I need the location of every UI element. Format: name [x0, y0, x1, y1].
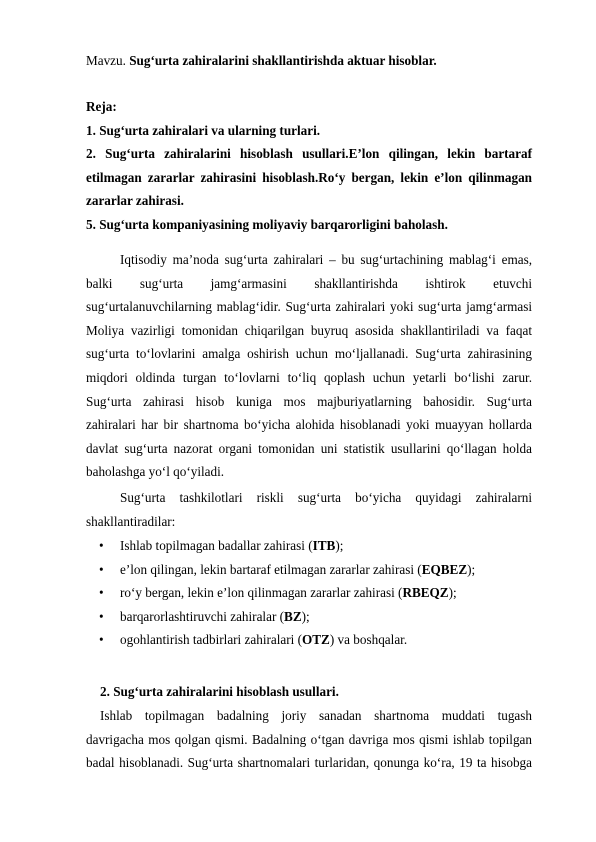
list-item-abbr: ITB [312, 538, 336, 553]
list-item-text: e’lon qilingan, lekin bartaraf etilmagan zararlar zahirasi ( [120, 561, 422, 577]
list-item-text: barqarorlashtiruvchi zahiralar ( [120, 608, 285, 624]
paragraph-line: Sug‘urta tashkilotlari riskli sug‘urta bo‘yicha quyidagi zahiralarni [120, 490, 532, 505]
paragraph-line: Ishlab topilmagan badalning joriy sanadan shartnoma muddati tugash [100, 708, 532, 723]
plan-item: 5. Sug‘urta kompaniyasining moliyaviy barqarorligini baholash. [86, 216, 448, 232]
plan-item: etilmagan zararlar zahirasini hisoblash.Ro‘y bergan, lekin e’lon qilinmagan [86, 169, 532, 185]
list-item-tail: ) va boshqalar. [329, 632, 408, 648]
bullet-icon: • [99, 608, 104, 624]
plan-item: 2. Sug‘urta zahiralarini hisoblash usullari.E’lon qilingan, lekin bartaraf [86, 146, 532, 162]
list-item-abbr: EQBEZ [421, 561, 468, 577]
list-item-text: ogohlantirish tadbirlari zahiralari ( [120, 632, 302, 648]
list-item [86, 605, 532, 629]
paragraph-line: sug‘urta to‘lovlarini amalga oshirish uchun mo‘ljallanadi. Sug‘urta zahirasining [86, 346, 532, 362]
bullet-icon: • [99, 561, 104, 577]
paragraph-line: balki sug‘urta jamg‘armasini shakllantirishda ishtirok etuvchi [86, 275, 532, 291]
section-heading: 2. Sug‘urta zahiralarini hisoblash usullari. [100, 684, 339, 699]
paragraph-line: miqdori oldinda turgan to‘lovlarni to‘liq qoplash uchun yetarli bo‘lishi zarur. [86, 369, 532, 385]
paragraph-line: Moliya vazirligi tomonidan chiqarilgan buyruq asosida shakllantiriladi va faqat [86, 322, 532, 338]
list-item-abbr: OTZ [302, 632, 330, 648]
paragraph-line: baholashga yo‘l qo‘yiladi. [86, 464, 225, 480]
list-item-tail: ); [301, 608, 310, 624]
paragraph-line: shakllantiradilar: [86, 513, 176, 529]
plan-item: zararlar zahirasi. [86, 193, 184, 209]
paragraph-line: sug‘urtalanuvchilarning mablag‘idir. Sug‘urta zahiralari yoki sug‘urta jamg‘armasi [86, 299, 532, 315]
paragraph-line: zahiralari har bir shartnoma bo‘yicha alohida hisoblanadi yoki muayyan hollarda [86, 417, 532, 433]
paragraph-usullar [86, 704, 532, 775]
topic-dot: . [122, 53, 126, 68]
list-item [86, 628, 532, 652]
bullet-icon: • [99, 585, 104, 601]
topic-text: Sug‘urta zahiralarini shakllantirishda aktuar hisoblar. [125, 53, 437, 68]
paragraph-line: badal hisoblanadi. Sug‘urta shartnomalari turlaridan, qonunga ko‘ra, 19 ta hisobga [86, 755, 532, 771]
list-item-abbr: RBEQZ [402, 585, 449, 601]
list-item-text: ro‘y bergan, lekin e’lon qilinmagan zararlar zahirasi ( [120, 585, 403, 601]
paragraph-line: Iqtisodiy ma’noda sug‘urta zahiralari – bu sug‘urtachining mablag‘i emas, [120, 252, 532, 267]
paragraph-line: davlat sug‘urta nazorat organi tomonidan uni statistik usullarini qo‘llagan holda [86, 440, 532, 456]
list-item-abbr: BZ [284, 608, 302, 624]
list-item-tail: ); [448, 585, 457, 601]
paragraph-zahiralar [86, 248, 532, 484]
plan-heading: Reja: [86, 99, 117, 114]
paragraph-line: Sug‘urta zahirasi hisob kuniga mos majburiyatlarning bahosidir. Sug‘urta [86, 393, 532, 409]
list-item [86, 581, 532, 605]
reserves-list [86, 534, 532, 652]
plan [86, 95, 532, 237]
bullet-icon: • [99, 538, 104, 553]
paragraph-tashkilotlar [86, 486, 532, 533]
plan-item: 1. Sug‘urta zahiralari va ularning turlari. [86, 122, 321, 138]
list-item-tail: ); [467, 561, 476, 577]
paragraph-line: davrigacha mos qolgan qismi. Badalning o‘tgan davriga mos qismi ishlab topilgan [86, 731, 532, 747]
topic-title [86, 49, 532, 73]
list-item-text: Ishlab topilmagan badallar zahirasi ( [120, 538, 313, 553]
list-item [86, 558, 532, 582]
topic-label: Mavzu [86, 53, 123, 68]
list-item-tail: ); [335, 538, 344, 553]
list-item [86, 534, 532, 558]
bullet-icon: • [99, 632, 104, 648]
